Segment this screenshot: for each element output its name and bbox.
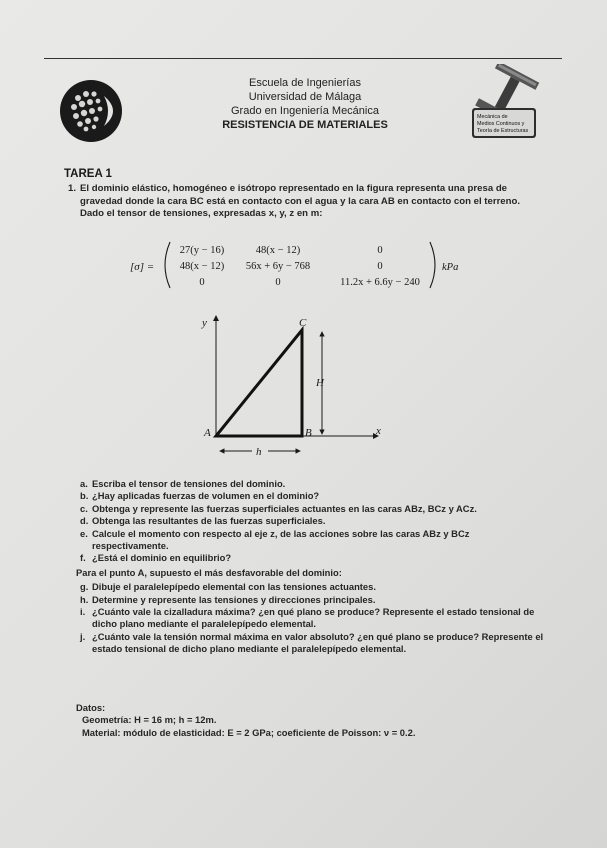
label-A: A [204, 427, 211, 439]
tensor-cell-11: 27(y − 16) [179, 245, 225, 256]
question-e: e. Calcule el momento con respecto al eje z, de las acciones sobre las caras ABz y BCz respectivamente. [80, 527, 470, 552]
school-name: Escuela de Ingenierías [249, 77, 361, 89]
label-B: B [305, 427, 312, 439]
header-rule [44, 58, 562, 59]
data-material: Material: módulo de elasticidad: E = 2 GPa; coeficiente de Poisson: ν = 0.2. [82, 726, 416, 738]
question-d: d. Obtenga las resultantes de las fuerzas superficiales. [80, 515, 326, 527]
label-y: y [202, 317, 207, 329]
dam-triangle [216, 330, 302, 436]
label-h: h [256, 446, 262, 458]
label-x: x [376, 425, 381, 437]
question-a: a. Escriba el tensor de tensiones del dominio. [80, 478, 286, 489]
label-H: H [316, 377, 324, 389]
data-geometry: Geometría: H = 16 m; h = 12m. [82, 714, 217, 726]
label-C: C [299, 317, 307, 329]
logo-line-3: Teoría de Estructuras [477, 128, 529, 134]
tensor-cell-31: 0 [199, 277, 205, 288]
data-title: Datos: [76, 702, 106, 713]
point-intro: Para el punto A, supuesto el más desfavorable del dominio: [76, 566, 342, 578]
tensor-cell-32: 0 [275, 277, 281, 288]
stress-tensor [130, 238, 470, 292]
right-paren [430, 242, 435, 288]
data-section [76, 702, 546, 739]
tensor-unit: kPa [442, 262, 459, 273]
university-logo-icon [56, 78, 126, 144]
institution-header [190, 76, 420, 132]
question-i: i. ¿Cuánto vale la cizalladura máxima? ¿en qué plano se produce? Represente el estado tensional de dicho plano mediante el paralelepípedo elemental. [80, 606, 535, 630]
tensor-cell-22: 56x + 6y − 768 [245, 261, 311, 272]
problem-text: El dominio elástico, homogéneo e isótropo representado en la figura representa una presa de gravedad donde la cara BC está en contacto con el agua y la cara AB en contacto con el terreno. Dado el tensor de tensiones, expresadas x, y, z en m: [80, 183, 521, 220]
task-title: TAREA 1 [64, 168, 112, 180]
logo-line-1: Mecánica de [477, 114, 508, 120]
question-f: f. ¿Está el dominio en equilibrio? [80, 552, 232, 564]
dam-figure [190, 312, 390, 464]
department-logo-icon [468, 64, 540, 146]
logo-line-2: Medios Continuos y [477, 121, 525, 127]
question-b: b. ¿Hay aplicadas fuerzas de volumen en el dominio? [80, 490, 320, 502]
degree-name: Grado en Ingeniería Mecánica [231, 105, 379, 117]
university-name: Universidad de Málaga [248, 91, 362, 103]
tensor-cell-23: 0 [377, 261, 383, 272]
tensor-cell-21: 48(x − 12) [179, 261, 225, 272]
question-list [76, 478, 546, 656]
question-j: j. ¿Cuánto vale la tensión normal máxima en valor absoluto? ¿en qué plano se produce? Represente el estado tensional de dicho plano mediante el paralelepípedo elemental. [80, 630, 544, 655]
question-g: g. Dibuje el paralelepípedo elemental con las tensiones actuantes. [80, 581, 376, 593]
question-h: h. Determine y represente las tensiones y direcciones principales. [80, 593, 376, 605]
course-name: RESISTENCIA DE MATERIALES [222, 119, 388, 131]
problem-number: 1. [68, 183, 77, 194]
tensor-cell-12: 48(x − 12) [255, 245, 301, 256]
tensor-cell-13: 0 [377, 245, 383, 256]
left-paren [165, 242, 170, 288]
tensor-cell-33: 11.2x + 6.6y − 240 [340, 277, 420, 288]
problem-statement [68, 183, 542, 221]
tensor-symbol: [σ] = [130, 261, 155, 273]
question-c: c. Obtenga y represente las fuerzas superficiales actuantes en las caras ABz, BCz y ACz. [80, 502, 477, 514]
